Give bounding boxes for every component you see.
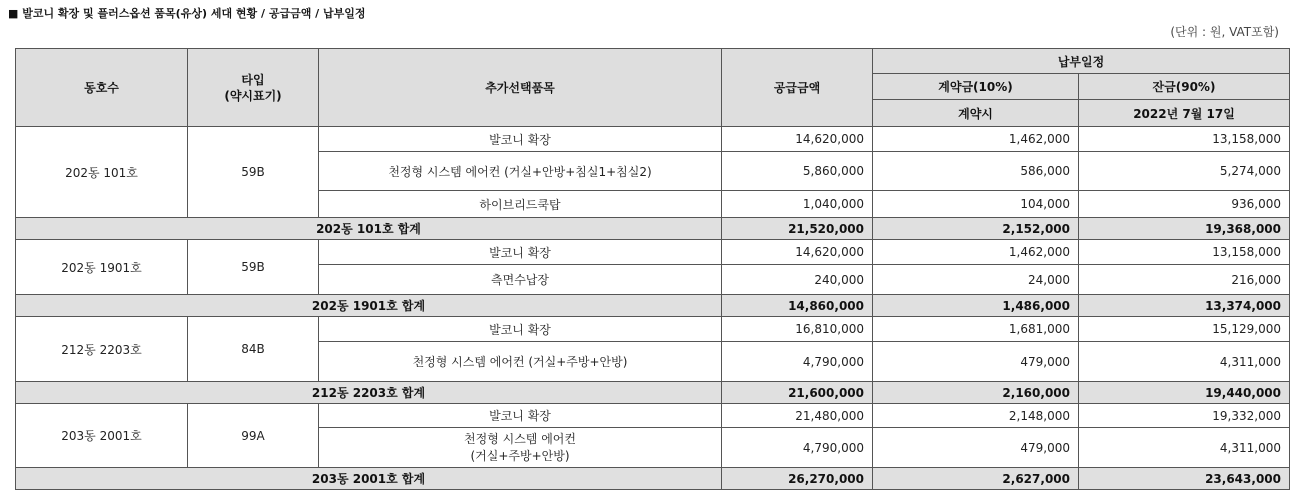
amount-cell: 14,620,000	[722, 240, 873, 265]
balance-cell: 4,311,000	[1079, 428, 1290, 468]
item-cell: 발코니 확장	[319, 240, 722, 265]
item-cell: 천정형 시스템 에어컨 (거실+안방+침실1+침실2)	[319, 152, 722, 191]
type-cell: 59B	[188, 240, 319, 295]
total-amount: 21,520,000	[722, 218, 873, 240]
amount-cell: 5,860,000	[722, 152, 873, 191]
item-cell: 하이브리드쿡탑	[319, 191, 722, 218]
unit-cell: 203동 2001호	[16, 404, 188, 468]
amount-cell: 16,810,000	[722, 317, 873, 342]
table-row	[16, 240, 1290, 265]
deposit-cell: 479,000	[873, 428, 1079, 468]
total-deposit: 2,160,000	[873, 382, 1079, 404]
balance-cell: 13,158,000	[1079, 240, 1290, 265]
amount-cell: 1,040,000	[722, 191, 873, 218]
total-row	[16, 382, 1290, 404]
table-row	[16, 127, 1290, 152]
header-balance-when: 2022년 7월 17일	[1079, 100, 1290, 127]
header-type-line1: 타입	[241, 72, 265, 87]
item-cell	[319, 428, 722, 468]
total-amount: 14,860,000	[722, 295, 873, 317]
balance-cell: 4,311,000	[1079, 342, 1290, 382]
deposit-cell: 1,681,000	[873, 317, 1079, 342]
total-row	[16, 468, 1290, 490]
total-deposit: 2,152,000	[873, 218, 1079, 240]
deposit-cell: 1,462,000	[873, 240, 1079, 265]
item-cell: 발코니 확장	[319, 127, 722, 152]
deposit-cell: 2,148,000	[873, 404, 1079, 428]
balance-cell: 13,158,000	[1079, 127, 1290, 152]
deposit-cell: 479,000	[873, 342, 1079, 382]
item-line2: (거실+주방+안방)	[470, 448, 570, 463]
item-cell: 천정형 시스템 에어컨 (거실+주방+안방)	[319, 342, 722, 382]
total-label: 202동 101호 합계	[16, 218, 722, 240]
balance-cell: 216,000	[1079, 265, 1290, 295]
balance-cell: 5,274,000	[1079, 152, 1290, 191]
total-amount: 21,600,000	[722, 382, 873, 404]
total-row	[16, 295, 1290, 317]
item-cell: 측면수납장	[319, 265, 722, 295]
unit-cell: 202동 101호	[16, 127, 188, 218]
balance-cell: 15,129,000	[1079, 317, 1290, 342]
header-schedule: 납부일정	[873, 49, 1290, 74]
type-cell: 59B	[188, 127, 319, 218]
header-deposit-when: 계약시	[873, 100, 1079, 127]
total-label: 203동 2001호 합계	[16, 468, 722, 490]
total-row	[16, 218, 1290, 240]
item-cell: 발코니 확장	[319, 404, 722, 428]
header-item: 추가선택품목	[319, 49, 722, 127]
header-type-line2: (약시표기)	[224, 88, 282, 103]
deposit-cell: 586,000	[873, 152, 1079, 191]
amount-cell: 4,790,000	[722, 342, 873, 382]
total-deposit: 1,486,000	[873, 295, 1079, 317]
item-cell: 발코니 확장	[319, 317, 722, 342]
unit-note: (단위 : 원, VAT포함)	[1170, 25, 1279, 39]
deposit-cell: 104,000	[873, 191, 1079, 218]
type-cell: 99A	[188, 404, 319, 468]
type-cell: 84B	[188, 317, 319, 382]
total-balance: 13,374,000	[1079, 295, 1290, 317]
total-amount: 26,270,000	[722, 468, 873, 490]
unit-cell: 212동 2203호	[16, 317, 188, 382]
header-balance: 잔금(90%)	[1079, 74, 1290, 100]
payment-schedule-table	[15, 48, 1290, 490]
table-row	[16, 317, 1290, 342]
total-balance: 19,440,000	[1079, 382, 1290, 404]
deposit-cell: 1,462,000	[873, 127, 1079, 152]
total-balance: 23,643,000	[1079, 468, 1290, 490]
header-amount: 공급금액	[722, 49, 873, 127]
item-line1: 천정형 시스템 에어컨	[464, 431, 576, 446]
total-deposit: 2,627,000	[873, 468, 1079, 490]
amount-cell: 14,620,000	[722, 127, 873, 152]
total-label: 202동 1901호 합계	[16, 295, 722, 317]
table-row	[16, 404, 1290, 428]
amount-cell: 240,000	[722, 265, 873, 295]
amount-cell: 4,790,000	[722, 428, 873, 468]
balance-cell: 19,332,000	[1079, 404, 1290, 428]
header-deposit: 계약금(10%)	[873, 74, 1079, 100]
header-type	[188, 49, 319, 127]
amount-cell: 21,480,000	[722, 404, 873, 428]
unit-cell: 202동 1901호	[16, 240, 188, 295]
balance-cell: 936,000	[1079, 191, 1290, 218]
header-unit-no: 동호수	[16, 49, 188, 127]
total-label: 212동 2203호 합계	[16, 382, 722, 404]
deposit-cell: 24,000	[873, 265, 1079, 295]
total-balance: 19,368,000	[1079, 218, 1290, 240]
page-title: ■ 발코니 확장 및 플러스옵션 품목(유상) 세대 현황 / 공급금액 / 납부일정	[8, 7, 366, 20]
